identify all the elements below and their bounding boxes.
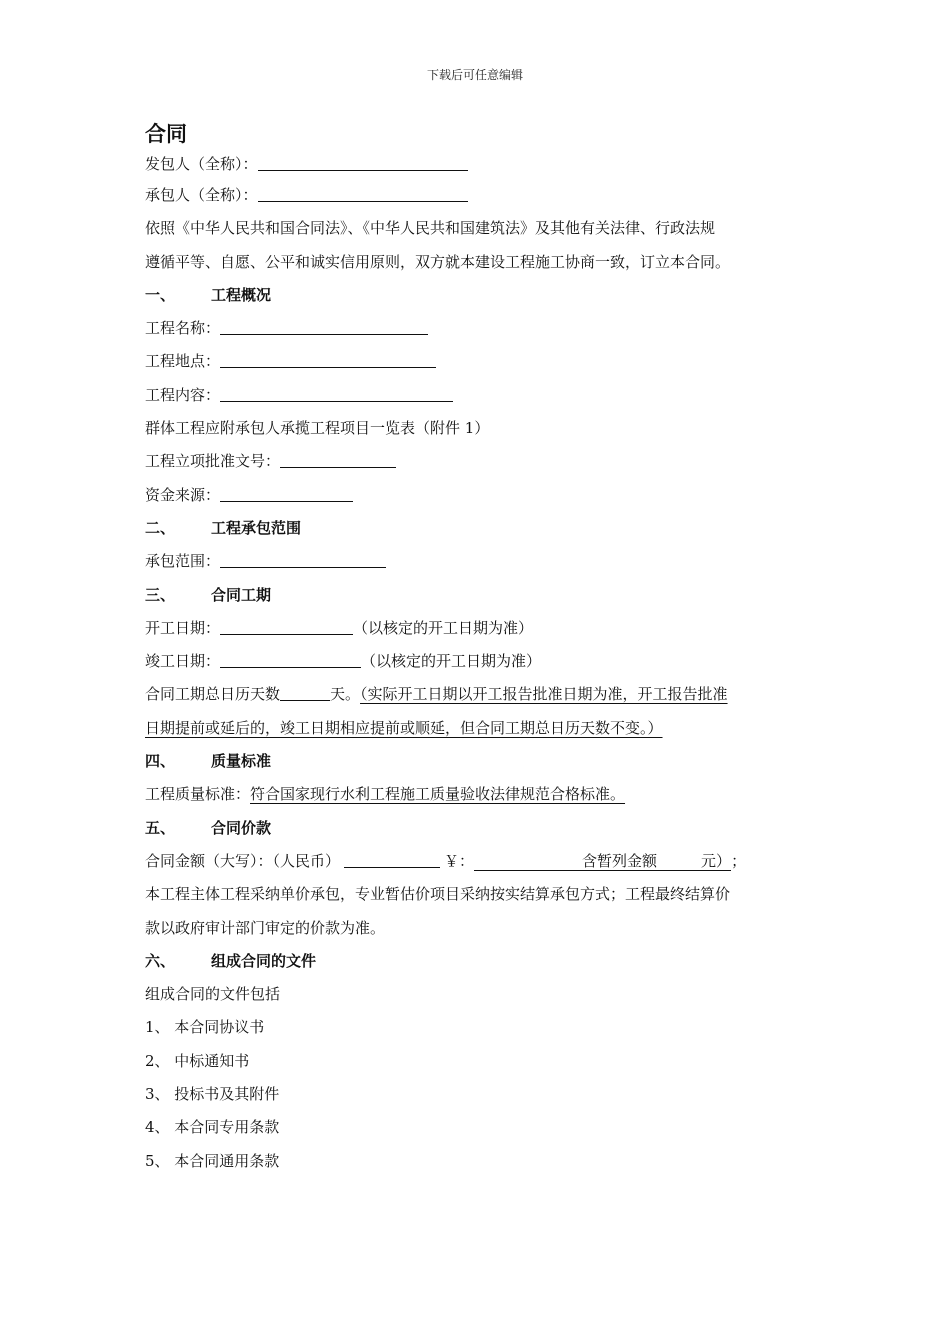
approval-number-blank[interactable] — [280, 453, 396, 468]
approval-number-label: 工程立项批准文号： — [145, 452, 281, 471]
scope-row — [145, 545, 810, 578]
section-4-title: 质量标准 — [211, 752, 272, 771]
pricing-line-2: 款以政府审计部门审定的价款为准。 — [145, 918, 386, 937]
yen-label: ￥： — [444, 851, 475, 870]
section-4-heading — [145, 745, 810, 778]
project-name-blank[interactable] — [220, 320, 428, 335]
amount-figure-group — [474, 852, 731, 871]
section-5-number: 五、 — [145, 818, 176, 837]
contractor-blank[interactable] — [258, 187, 468, 202]
employer-row — [145, 149, 810, 179]
section-1-heading — [145, 279, 810, 312]
preamble-line-2: 遵循平等、自愿、公平和诚实信用原则，双方就本建设工程施工协商一致，订立本合同。 — [145, 252, 731, 271]
section-2-title: 工程承包范围 — [211, 518, 302, 537]
start-date-row — [145, 612, 810, 645]
group-project-note: 群体工程应附承包人承揽工程项目一览表（附件 1） — [145, 419, 490, 438]
document-list-item: 4、 本合同专用条款 — [145, 1118, 280, 1137]
total-days-blank[interactable] — [280, 686, 330, 701]
scope-blank[interactable] — [220, 553, 386, 568]
amount-words-blank[interactable] — [344, 853, 440, 868]
amount-label: 合同金额（大写）：（人民币） — [145, 851, 341, 870]
end-date-label: 竣工日期： — [145, 652, 221, 671]
pricing-line-1: 本工程主体工程采纳单价承包，专业暂估价项目采纳按实结算承包方式；工程最终结算价 — [145, 885, 731, 904]
document-list-item: 1、 本合同协议书 — [145, 1018, 265, 1037]
section-3-title: 合同工期 — [211, 585, 272, 604]
approval-number-row — [145, 445, 810, 478]
yuan-label: 元） — [701, 851, 732, 870]
section-1-title: 工程概况 — [211, 285, 272, 304]
section-5-heading — [145, 812, 810, 845]
start-date-note: （以核定的开工日期为准） — [353, 618, 534, 637]
total-days-row — [145, 678, 810, 711]
page-header-note: 下载后可任意编辑 — [426, 68, 523, 82]
document-list-item: 3、 投标书及其附件 — [145, 1085, 280, 1104]
scope-label: 承包范围： — [145, 552, 221, 571]
section-4-number: 四、 — [145, 752, 176, 771]
amount-semicolon: ； — [731, 851, 747, 870]
start-date-blank[interactable] — [220, 620, 353, 635]
contractor-label: 承包人（全称）： — [145, 186, 258, 204]
documents-intro: 组成合同的文件包括 — [145, 985, 281, 1004]
employer-blank[interactable] — [258, 156, 468, 171]
end-date-row — [145, 645, 810, 678]
project-content-row — [145, 379, 810, 412]
document-list-item: 2、 中标通知书 — [145, 1051, 250, 1070]
total-days-label: 合同工期总日历天数 — [145, 685, 281, 704]
project-content-label: 工程内容： — [145, 385, 221, 404]
section-2-heading — [145, 512, 810, 545]
quality-standard-row — [145, 778, 810, 811]
section-6-heading — [145, 945, 810, 978]
document-title: 合同 — [145, 122, 187, 146]
section-2-number: 二、 — [145, 518, 176, 537]
project-name-row — [145, 312, 810, 345]
funding-source-row — [145, 479, 810, 512]
provisional-label: 含暂列金额 — [582, 851, 658, 870]
contractor-row — [145, 179, 810, 212]
project-name-label: 工程名称： — [145, 319, 221, 338]
section-5-title: 合同价款 — [211, 818, 272, 837]
section-3-heading — [145, 579, 810, 612]
project-content-blank[interactable] — [220, 387, 453, 402]
quality-standard-label: 工程质量标准： — [145, 785, 251, 804]
end-date-blank[interactable] — [220, 653, 361, 668]
section-6-number: 六、 — [145, 951, 176, 970]
section-3-number: 三、 — [145, 585, 176, 604]
section-6-title: 组成合同的文件 — [211, 951, 317, 970]
funding-source-label: 资金来源： — [145, 485, 221, 504]
total-days-note-row — [145, 712, 810, 745]
employer-label: 发包人（全称）： — [145, 155, 258, 173]
quality-standard-value: 符合国家现行水利工程施工质量验收法律规范合格标准。 — [250, 785, 626, 804]
project-location-blank[interactable] — [220, 353, 436, 368]
contract-amount-row — [145, 845, 810, 878]
section-1-number: 一、 — [145, 285, 176, 304]
funding-source-blank[interactable] — [220, 487, 353, 502]
contract-document — [145, 119, 810, 1178]
project-location-row — [145, 345, 810, 378]
document-list-item: 5、 本合同通用条款 — [145, 1151, 280, 1170]
project-location-label: 工程地点： — [145, 352, 221, 371]
total-days-note-1: （实际开工日期以开工报告批准日期为准，开工报告批准 — [360, 685, 728, 704]
start-date-label: 开工日期： — [145, 618, 221, 637]
preamble-line-1: 依照《中华人民共和国合同法》、《中华人民共和国建筑法》及其他有关法律、行政法规 — [145, 219, 716, 238]
end-date-note: （以核定的开工日期为准） — [361, 652, 542, 671]
total-days-unit: 天。 — [330, 685, 361, 704]
total-days-note-2: 日期提前或延后的，竣工日期相应提前或顺延，但合同工期总日历天数不变。） — [145, 718, 663, 737]
